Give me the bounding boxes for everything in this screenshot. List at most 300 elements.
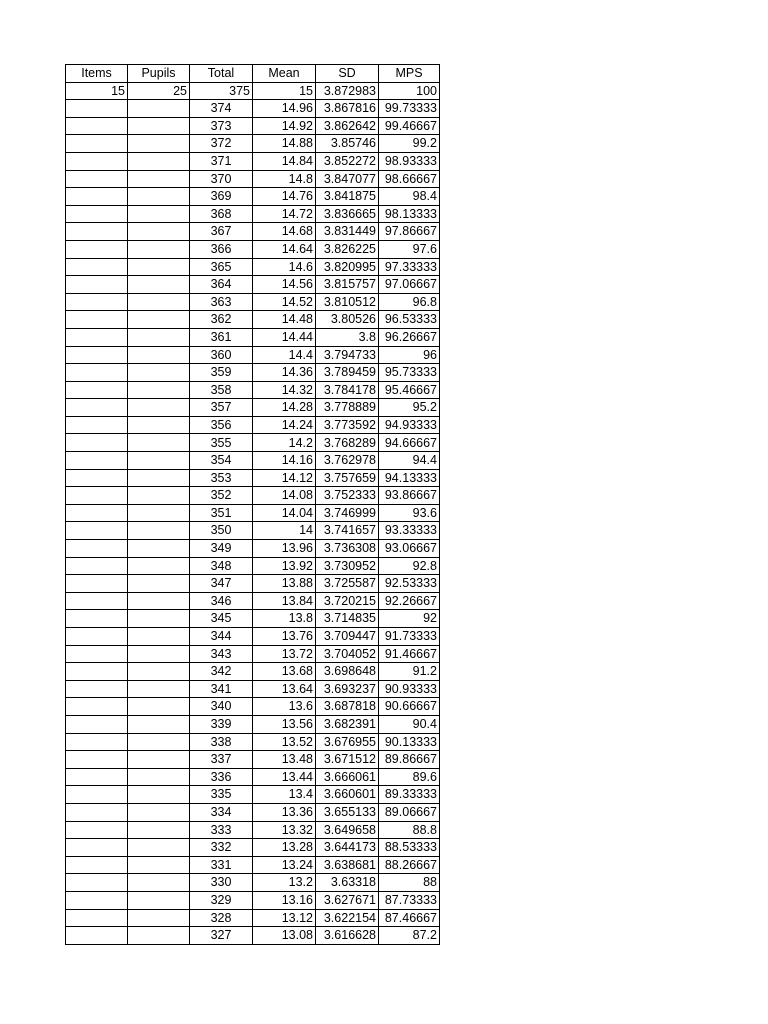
cell-mps[interactable]: 88.53333 — [379, 839, 440, 857]
cell-mps[interactable]: 92 — [379, 610, 440, 628]
cell-mps[interactable]: 94.13333 — [379, 469, 440, 487]
cell-items[interactable] — [66, 557, 128, 575]
cell-total[interactable]: 343 — [190, 645, 253, 663]
cell-total[interactable]: 373 — [190, 117, 253, 135]
cell-mps[interactable]: 97.86667 — [379, 223, 440, 241]
cell-mps[interactable]: 94.66667 — [379, 434, 440, 452]
cell-mps[interactable]: 89.06667 — [379, 803, 440, 821]
cell-pupils[interactable] — [128, 575, 190, 593]
cell-sd[interactable]: 3.762978 — [316, 452, 379, 470]
cell-total[interactable]: 370 — [190, 170, 253, 188]
cell-pupils[interactable] — [128, 663, 190, 681]
cell-sd[interactable]: 3.720215 — [316, 592, 379, 610]
cell-total[interactable]: 337 — [190, 751, 253, 769]
header-pupils[interactable]: Pupils — [128, 65, 190, 83]
cell-sd[interactable]: 3.627671 — [316, 891, 379, 909]
cell-items[interactable] — [66, 258, 128, 276]
cell-total[interactable]: 360 — [190, 346, 253, 364]
cell-mean[interactable]: 14.76 — [253, 188, 316, 206]
cell-total[interactable]: 336 — [190, 768, 253, 786]
cell-pupils[interactable] — [128, 293, 190, 311]
cell-sd[interactable]: 3.709447 — [316, 628, 379, 646]
cell-sd[interactable]: 3.831449 — [316, 223, 379, 241]
cell-pupils[interactable] — [128, 276, 190, 294]
cell-pupils[interactable] — [128, 364, 190, 382]
cell-total[interactable]: 333 — [190, 821, 253, 839]
cell-mean[interactable]: 14.2 — [253, 434, 316, 452]
cell-mps[interactable]: 91.46667 — [379, 645, 440, 663]
cell-sd[interactable]: 3.80526 — [316, 311, 379, 329]
cell-total[interactable]: 338 — [190, 733, 253, 751]
cell-mean[interactable]: 13.24 — [253, 856, 316, 874]
cell-pupils[interactable] — [128, 839, 190, 857]
cell-mean[interactable]: 14.36 — [253, 364, 316, 382]
cell-mps[interactable]: 99.2 — [379, 135, 440, 153]
cell-items[interactable] — [66, 522, 128, 540]
cell-items[interactable] — [66, 240, 128, 258]
cell-pupils[interactable] — [128, 540, 190, 558]
cell-items[interactable] — [66, 170, 128, 188]
cell-sd[interactable]: 3.778889 — [316, 399, 379, 417]
cell-total[interactable]: 365 — [190, 258, 253, 276]
cell-pupils[interactable] — [128, 240, 190, 258]
cell-sd[interactable]: 3.773592 — [316, 416, 379, 434]
cell-total[interactable]: 367 — [190, 223, 253, 241]
cell-mean[interactable]: 13.32 — [253, 821, 316, 839]
cell-items[interactable] — [66, 311, 128, 329]
cell-total[interactable]: 342 — [190, 663, 253, 681]
cell-items[interactable] — [66, 821, 128, 839]
cell-total[interactable]: 359 — [190, 364, 253, 382]
cell-mps[interactable]: 88 — [379, 874, 440, 892]
cell-mps[interactable]: 95.2 — [379, 399, 440, 417]
cell-pupils[interactable] — [128, 786, 190, 804]
cell-sd[interactable]: 3.836665 — [316, 205, 379, 223]
cell-mean[interactable]: 13.68 — [253, 663, 316, 681]
cell-pupils[interactable] — [128, 416, 190, 434]
cell-total[interactable]: 334 — [190, 803, 253, 821]
cell-sd[interactable]: 3.693237 — [316, 680, 379, 698]
cell-mps[interactable]: 91.2 — [379, 663, 440, 681]
cell-mps[interactable]: 92.26667 — [379, 592, 440, 610]
cell-pupils[interactable] — [128, 557, 190, 575]
cell-mps[interactable]: 94.93333 — [379, 416, 440, 434]
cell-pupils[interactable] — [128, 733, 190, 751]
cell-mps[interactable]: 89.6 — [379, 768, 440, 786]
cell-items[interactable] — [66, 680, 128, 698]
cell-pupils[interactable] — [128, 522, 190, 540]
cell-mps[interactable]: 88.26667 — [379, 856, 440, 874]
cell-items[interactable] — [66, 839, 128, 857]
cell-pupils[interactable] — [128, 715, 190, 733]
cell-pupils[interactable] — [128, 504, 190, 522]
cell-total[interactable]: 346 — [190, 592, 253, 610]
cell-mean[interactable]: 13.88 — [253, 575, 316, 593]
cell-items[interactable] — [66, 856, 128, 874]
cell-mean[interactable]: 13.8 — [253, 610, 316, 628]
cell-mps[interactable]: 87.2 — [379, 927, 440, 945]
cell-items[interactable] — [66, 487, 128, 505]
cell-items[interactable] — [66, 223, 128, 241]
cell-mps[interactable]: 97.6 — [379, 240, 440, 258]
cell-mps[interactable]: 97.06667 — [379, 276, 440, 294]
cell-total[interactable]: 355 — [190, 434, 253, 452]
cell-items[interactable] — [66, 452, 128, 470]
cell-pupils[interactable] — [128, 821, 190, 839]
cell-mean[interactable]: 14.16 — [253, 452, 316, 470]
cell-total[interactable]: 330 — [190, 874, 253, 892]
cell-total[interactable]: 375 — [190, 82, 253, 100]
cell-pupils[interactable] — [128, 135, 190, 153]
cell-items[interactable] — [66, 592, 128, 610]
cell-items[interactable] — [66, 927, 128, 945]
cell-sd[interactable]: 3.784178 — [316, 381, 379, 399]
cell-total[interactable]: 357 — [190, 399, 253, 417]
cell-sd[interactable]: 3.666061 — [316, 768, 379, 786]
cell-total[interactable]: 347 — [190, 575, 253, 593]
cell-pupils[interactable] — [128, 487, 190, 505]
header-mps[interactable]: MPS — [379, 65, 440, 83]
cell-sd[interactable]: 3.862642 — [316, 117, 379, 135]
cell-total[interactable]: 353 — [190, 469, 253, 487]
cell-mean[interactable]: 13.28 — [253, 839, 316, 857]
cell-items[interactable] — [66, 540, 128, 558]
cell-mean[interactable]: 13.48 — [253, 751, 316, 769]
cell-total[interactable]: 352 — [190, 487, 253, 505]
cell-total[interactable]: 369 — [190, 188, 253, 206]
cell-pupils[interactable] — [128, 469, 190, 487]
cell-items[interactable] — [66, 328, 128, 346]
cell-pupils[interactable] — [128, 223, 190, 241]
cell-mean[interactable]: 14.12 — [253, 469, 316, 487]
cell-sd[interactable]: 3.730952 — [316, 557, 379, 575]
cell-mps[interactable]: 96 — [379, 346, 440, 364]
cell-mean[interactable]: 13.84 — [253, 592, 316, 610]
cell-mean[interactable]: 13.92 — [253, 557, 316, 575]
cell-mean[interactable]: 13.44 — [253, 768, 316, 786]
cell-mean[interactable]: 14.88 — [253, 135, 316, 153]
cell-sd[interactable]: 3.622154 — [316, 909, 379, 927]
cell-sd[interactable]: 3.820995 — [316, 258, 379, 276]
cell-sd[interactable]: 3.789459 — [316, 364, 379, 382]
cell-sd[interactable]: 3.768289 — [316, 434, 379, 452]
cell-total[interactable]: 368 — [190, 205, 253, 223]
cell-mps[interactable]: 98.93333 — [379, 152, 440, 170]
cell-items[interactable] — [66, 276, 128, 294]
cell-total[interactable]: 366 — [190, 240, 253, 258]
cell-pupils[interactable] — [128, 909, 190, 927]
cell-mps[interactable]: 96.8 — [379, 293, 440, 311]
cell-sd[interactable]: 3.714835 — [316, 610, 379, 628]
cell-sd[interactable]: 3.85746 — [316, 135, 379, 153]
cell-pupils[interactable] — [128, 592, 190, 610]
cell-sd[interactable]: 3.852272 — [316, 152, 379, 170]
cell-total[interactable]: 364 — [190, 276, 253, 294]
cell-pupils[interactable] — [128, 874, 190, 892]
cell-mean[interactable]: 13.64 — [253, 680, 316, 698]
cell-pupils[interactable] — [128, 100, 190, 118]
cell-total[interactable]: 372 — [190, 135, 253, 153]
cell-mean[interactable]: 14.44 — [253, 328, 316, 346]
cell-mean[interactable]: 13.56 — [253, 715, 316, 733]
cell-sd[interactable]: 3.682391 — [316, 715, 379, 733]
cell-items[interactable] — [66, 715, 128, 733]
cell-total[interactable]: 335 — [190, 786, 253, 804]
cell-items[interactable] — [66, 628, 128, 646]
cell-mean[interactable]: 14.68 — [253, 223, 316, 241]
cell-mean[interactable]: 15 — [253, 82, 316, 100]
cell-total[interactable]: 371 — [190, 152, 253, 170]
cell-sd[interactable]: 3.671512 — [316, 751, 379, 769]
cell-mps[interactable]: 90.4 — [379, 715, 440, 733]
cell-items[interactable] — [66, 698, 128, 716]
cell-mean[interactable]: 13.36 — [253, 803, 316, 821]
cell-pupils[interactable] — [128, 452, 190, 470]
cell-total[interactable]: 339 — [190, 715, 253, 733]
header-sd[interactable]: SD — [316, 65, 379, 83]
cell-total[interactable]: 354 — [190, 452, 253, 470]
cell-pupils[interactable] — [128, 381, 190, 399]
cell-items[interactable] — [66, 786, 128, 804]
cell-mps[interactable]: 97.33333 — [379, 258, 440, 276]
cell-total[interactable]: 349 — [190, 540, 253, 558]
cell-mps[interactable]: 99.46667 — [379, 117, 440, 135]
cell-pupils[interactable] — [128, 680, 190, 698]
cell-mps[interactable]: 89.33333 — [379, 786, 440, 804]
cell-items[interactable] — [66, 803, 128, 821]
cell-mps[interactable]: 89.86667 — [379, 751, 440, 769]
cell-mean[interactable]: 14.56 — [253, 276, 316, 294]
cell-mps[interactable]: 93.33333 — [379, 522, 440, 540]
cell-items[interactable] — [66, 874, 128, 892]
cell-pupils[interactable] — [128, 927, 190, 945]
cell-items[interactable] — [66, 293, 128, 311]
cell-pupils[interactable] — [128, 328, 190, 346]
cell-sd[interactable]: 3.8 — [316, 328, 379, 346]
cell-total[interactable]: 340 — [190, 698, 253, 716]
cell-mps[interactable]: 90.93333 — [379, 680, 440, 698]
cell-mean[interactable]: 13.52 — [253, 733, 316, 751]
cell-items[interactable] — [66, 152, 128, 170]
cell-sd[interactable]: 3.660601 — [316, 786, 379, 804]
cell-pupils[interactable] — [128, 891, 190, 909]
cell-total[interactable]: 350 — [190, 522, 253, 540]
cell-sd[interactable]: 3.638681 — [316, 856, 379, 874]
cell-mean[interactable]: 14.8 — [253, 170, 316, 188]
header-items[interactable]: Items — [66, 65, 128, 83]
cell-mps[interactable]: 93.6 — [379, 504, 440, 522]
cell-mean[interactable]: 14.52 — [253, 293, 316, 311]
cell-mean[interactable]: 14.24 — [253, 416, 316, 434]
header-total[interactable]: Total — [190, 65, 253, 83]
cell-mean[interactable]: 14.92 — [253, 117, 316, 135]
cell-mps[interactable]: 95.46667 — [379, 381, 440, 399]
cell-mean[interactable]: 14.96 — [253, 100, 316, 118]
cell-pupils[interactable] — [128, 803, 190, 821]
cell-pupils[interactable] — [128, 205, 190, 223]
cell-sd[interactable]: 3.757659 — [316, 469, 379, 487]
cell-total[interactable]: 348 — [190, 557, 253, 575]
cell-mean[interactable]: 13.4 — [253, 786, 316, 804]
cell-items[interactable] — [66, 610, 128, 628]
cell-sd[interactable]: 3.649658 — [316, 821, 379, 839]
cell-pupils[interactable] — [128, 610, 190, 628]
cell-total[interactable]: 358 — [190, 381, 253, 399]
cell-pupils[interactable] — [128, 170, 190, 188]
cell-items[interactable] — [66, 891, 128, 909]
cell-mps[interactable]: 91.73333 — [379, 628, 440, 646]
cell-mean[interactable]: 14.04 — [253, 504, 316, 522]
cell-mean[interactable]: 14.4 — [253, 346, 316, 364]
cell-mean[interactable]: 14.64 — [253, 240, 316, 258]
cell-sd[interactable]: 3.810512 — [316, 293, 379, 311]
cell-mps[interactable]: 98.66667 — [379, 170, 440, 188]
cell-items[interactable] — [66, 100, 128, 118]
cell-mps[interactable]: 92.8 — [379, 557, 440, 575]
cell-items[interactable] — [66, 768, 128, 786]
cell-sd[interactable]: 3.63318 — [316, 874, 379, 892]
cell-sd[interactable]: 3.826225 — [316, 240, 379, 258]
cell-sd[interactable]: 3.841875 — [316, 188, 379, 206]
cell-items[interactable] — [66, 346, 128, 364]
cell-sd[interactable]: 3.644173 — [316, 839, 379, 857]
cell-items[interactable] — [66, 434, 128, 452]
cell-mean[interactable]: 13.76 — [253, 628, 316, 646]
cell-mean[interactable]: 14.6 — [253, 258, 316, 276]
cell-total[interactable]: 362 — [190, 311, 253, 329]
cell-mps[interactable]: 88.8 — [379, 821, 440, 839]
cell-sd[interactable]: 3.741657 — [316, 522, 379, 540]
cell-mps[interactable]: 100 — [379, 82, 440, 100]
cell-items[interactable] — [66, 188, 128, 206]
cell-mean[interactable]: 14.32 — [253, 381, 316, 399]
cell-pupils[interactable] — [128, 152, 190, 170]
cell-mps[interactable]: 96.26667 — [379, 328, 440, 346]
cell-pupils[interactable]: 25 — [128, 82, 190, 100]
cell-total[interactable]: 363 — [190, 293, 253, 311]
cell-pupils[interactable] — [128, 399, 190, 417]
cell-mean[interactable]: 13.08 — [253, 927, 316, 945]
cell-items[interactable] — [66, 663, 128, 681]
cell-pupils[interactable] — [128, 698, 190, 716]
cell-mean[interactable]: 14.48 — [253, 311, 316, 329]
cell-mean[interactable]: 13.72 — [253, 645, 316, 663]
cell-mps[interactable]: 95.73333 — [379, 364, 440, 382]
cell-items[interactable] — [66, 416, 128, 434]
cell-mps[interactable]: 93.06667 — [379, 540, 440, 558]
cell-sd[interactable]: 3.704052 — [316, 645, 379, 663]
cell-pupils[interactable] — [128, 188, 190, 206]
cell-sd[interactable]: 3.872983 — [316, 82, 379, 100]
cell-total[interactable]: 328 — [190, 909, 253, 927]
cell-sd[interactable]: 3.752333 — [316, 487, 379, 505]
cell-mean[interactable]: 14.84 — [253, 152, 316, 170]
cell-total[interactable]: 361 — [190, 328, 253, 346]
cell-sd[interactable]: 3.725587 — [316, 575, 379, 593]
cell-total[interactable]: 341 — [190, 680, 253, 698]
cell-items[interactable] — [66, 909, 128, 927]
cell-pupils[interactable] — [128, 645, 190, 663]
cell-mean[interactable]: 13.12 — [253, 909, 316, 927]
cell-mps[interactable]: 98.13333 — [379, 205, 440, 223]
cell-mps[interactable]: 94.4 — [379, 452, 440, 470]
cell-total[interactable]: 344 — [190, 628, 253, 646]
cell-sd[interactable]: 3.698648 — [316, 663, 379, 681]
cell-total[interactable]: 327 — [190, 927, 253, 945]
cell-total[interactable]: 345 — [190, 610, 253, 628]
cell-sd[interactable]: 3.794733 — [316, 346, 379, 364]
cell-pupils[interactable] — [128, 856, 190, 874]
cell-items[interactable] — [66, 117, 128, 135]
cell-items[interactable] — [66, 733, 128, 751]
cell-items[interactable] — [66, 645, 128, 663]
cell-mean[interactable]: 14.28 — [253, 399, 316, 417]
cell-mean[interactable]: 13.2 — [253, 874, 316, 892]
cell-items[interactable] — [66, 381, 128, 399]
cell-mean[interactable]: 13.6 — [253, 698, 316, 716]
cell-mean[interactable]: 14.72 — [253, 205, 316, 223]
cell-sd[interactable]: 3.687818 — [316, 698, 379, 716]
cell-sd[interactable]: 3.736308 — [316, 540, 379, 558]
cell-pupils[interactable] — [128, 346, 190, 364]
cell-pupils[interactable] — [128, 258, 190, 276]
cell-mean[interactable]: 13.16 — [253, 891, 316, 909]
cell-total[interactable]: 331 — [190, 856, 253, 874]
cell-pupils[interactable] — [128, 751, 190, 769]
cell-mps[interactable]: 87.46667 — [379, 909, 440, 927]
cell-mean[interactable]: 14 — [253, 522, 316, 540]
cell-mps[interactable]: 92.53333 — [379, 575, 440, 593]
cell-mps[interactable]: 93.86667 — [379, 487, 440, 505]
cell-sd[interactable]: 3.847077 — [316, 170, 379, 188]
cell-mps[interactable]: 99.73333 — [379, 100, 440, 118]
cell-sd[interactable]: 3.867816 — [316, 100, 379, 118]
cell-mean[interactable]: 13.96 — [253, 540, 316, 558]
cell-mps[interactable]: 90.66667 — [379, 698, 440, 716]
cell-pupils[interactable] — [128, 768, 190, 786]
cell-sd[interactable]: 3.655133 — [316, 803, 379, 821]
cell-total[interactable]: 332 — [190, 839, 253, 857]
cell-mps[interactable]: 98.4 — [379, 188, 440, 206]
cell-total[interactable]: 356 — [190, 416, 253, 434]
header-mean[interactable]: Mean — [253, 65, 316, 83]
cell-sd[interactable]: 3.676955 — [316, 733, 379, 751]
cell-items[interactable] — [66, 205, 128, 223]
cell-sd[interactable]: 3.746999 — [316, 504, 379, 522]
cell-mps[interactable]: 87.73333 — [379, 891, 440, 909]
cell-items[interactable] — [66, 399, 128, 417]
cell-mps[interactable]: 90.13333 — [379, 733, 440, 751]
cell-pupils[interactable] — [128, 117, 190, 135]
cell-items[interactable] — [66, 504, 128, 522]
cell-items[interactable] — [66, 751, 128, 769]
cell-pupils[interactable] — [128, 311, 190, 329]
cell-items[interactable] — [66, 575, 128, 593]
cell-total[interactable]: 374 — [190, 100, 253, 118]
cell-sd[interactable]: 3.616628 — [316, 927, 379, 945]
cell-items[interactable] — [66, 135, 128, 153]
cell-total[interactable]: 351 — [190, 504, 253, 522]
cell-total[interactable]: 329 — [190, 891, 253, 909]
cell-items[interactable] — [66, 469, 128, 487]
cell-pupils[interactable] — [128, 434, 190, 452]
cell-items[interactable] — [66, 364, 128, 382]
cell-pupils[interactable] — [128, 628, 190, 646]
cell-mean[interactable]: 14.08 — [253, 487, 316, 505]
cell-items[interactable]: 15 — [66, 82, 128, 100]
cell-mps[interactable]: 96.53333 — [379, 311, 440, 329]
cell-sd[interactable]: 3.815757 — [316, 276, 379, 294]
